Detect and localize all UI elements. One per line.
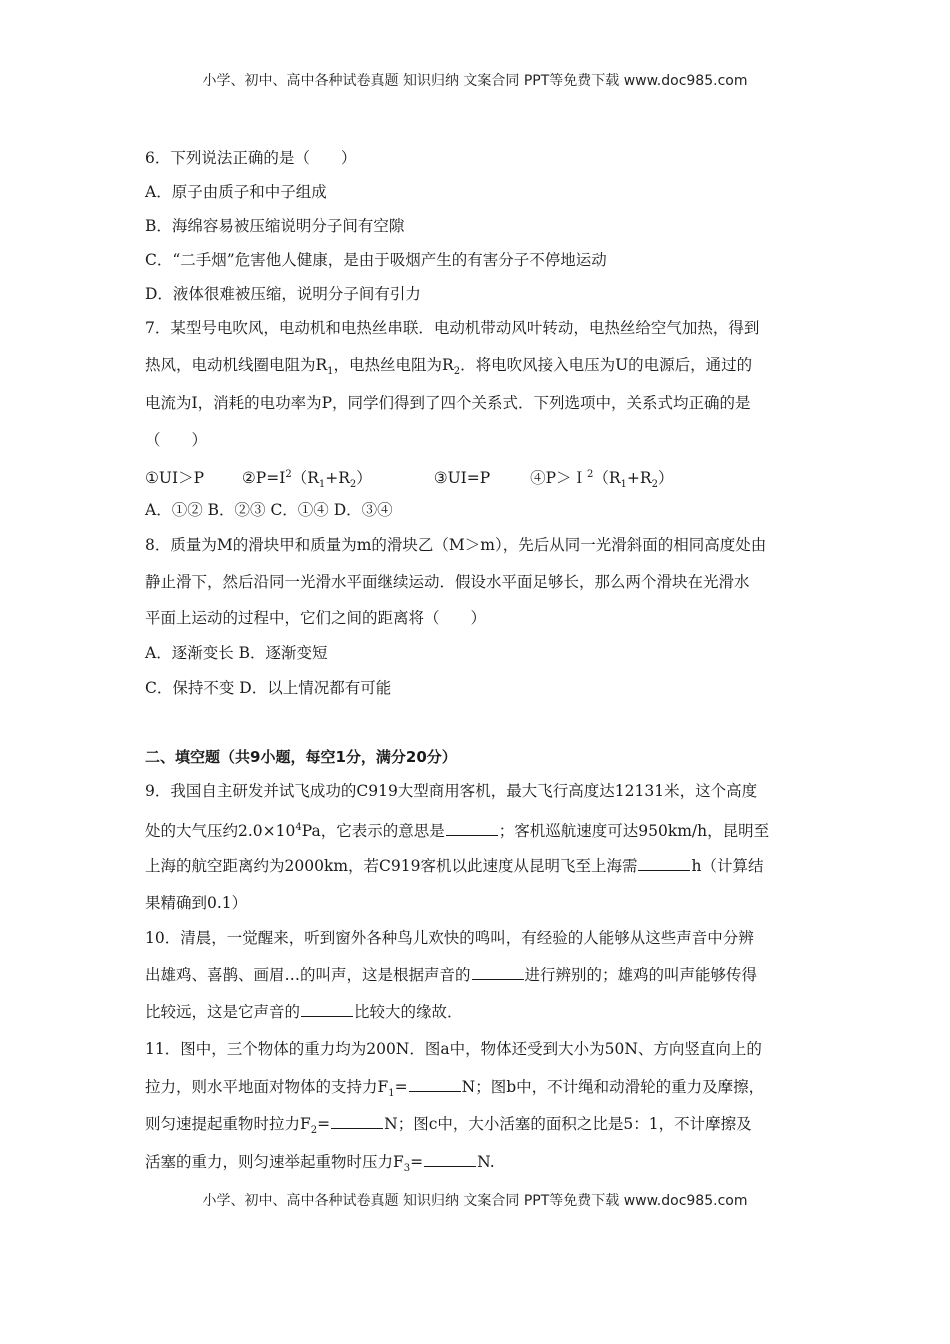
q6-stem: 6．下列说法正确的是（ ） bbox=[145, 149, 357, 167]
answer-blank[interactable] bbox=[424, 1152, 476, 1167]
q11-line-1: 11．图中，三个物体的重力均为200N．图a中，物体还受到大小为50N、方向竖直向上的 bbox=[145, 1040, 762, 1058]
answer-blank[interactable] bbox=[331, 1114, 383, 1129]
q8-options-cd: C．保持不变 D．以上情况都有可能 bbox=[145, 679, 392, 697]
q8-line-3: 平面上运动的过程中，它们之间的距离将（ ） bbox=[145, 609, 487, 627]
q10-line-3: 比较远，这是它声音的 比较大的缘故． bbox=[145, 1003, 463, 1021]
q9-line-4: 果精确到0.1） bbox=[145, 894, 248, 912]
q8-options-ab: A．逐渐变长 B．逐渐变短 bbox=[145, 644, 328, 662]
q7-line-1: 7．某型号电吹风，电动机和电热丝串联．电动机带动风叶转动，电热丝给空气加热，得到 bbox=[145, 319, 760, 337]
answer-blank[interactable] bbox=[472, 965, 524, 980]
formula-3: ③UI=P bbox=[433, 469, 491, 488]
q11-line-2: 拉力，则水平地面对物体的支持力$F_1= N$；图b中，不计绳和动滑轮的重力及摩擦， bbox=[145, 1078, 765, 1100]
q7-formulas bbox=[145, 465, 673, 495]
answer-blank[interactable] bbox=[638, 856, 690, 871]
q9-line-2: 处的大气压约$2.0\times 10^4Pa$，它表示的意思是 ；客机巡航速度可达950km/h，昆明至 bbox=[145, 822, 770, 841]
q7-line-4: （ ） bbox=[145, 431, 208, 449]
page-header: 小学、初中、高中各种试卷真题 知识归纳 文案合同 PPT等免费下载 www.doc985.com bbox=[202, 73, 748, 89]
q8-line-2: 静止滑下，然后沿同一光滑水平面继续运动．假设水平面足够长，那么两个滑块在光滑水 bbox=[145, 573, 750, 591]
q7-line-2: 热风，电动机线圈电阻为$R_1$，电热丝电阻为$R_2$．将电吹风接入电压为U的电源后，通过的 bbox=[145, 356, 753, 378]
q9-line-1: 9．我国自主研发并试飞成功的C919大型商用客机，最大飞行高度达12131米，这个高度 bbox=[145, 782, 758, 800]
q6-option-b: B．海绵容易被压缩说明分子间有空隙 bbox=[145, 217, 405, 235]
section-2-title: 二、填空题（共9小题，每空1分，满分20分） bbox=[145, 748, 457, 766]
q7-options: A．①② B．②③ C．①④ D．③④ bbox=[145, 501, 393, 519]
formula-4: $④P>I^2(R_1+R_2)$ bbox=[530, 469, 674, 491]
answer-blank[interactable] bbox=[301, 1002, 353, 1017]
q10-line-1: 10．清晨，一觉醒来，听到窗外各种鸟儿欢快的鸣叫，有经验的人能够从这些声音中分辨 bbox=[145, 929, 754, 947]
q9-line-3: 上海的航空距离约为2000km，若C919客机以此速度从昆明飞至上海需 h（计算结 bbox=[145, 857, 764, 875]
q11-line-4: 活塞的重力，则匀速举起重物时压力$F_3= N$. bbox=[145, 1153, 495, 1175]
page-footer: 小学、初中、高中各种试卷真题 知识归纳 文案合同 PPT等免费下载 www.doc985.com bbox=[202, 1193, 748, 1209]
q6-option-d: D．液体很难被压缩，说明分子间有引力 bbox=[145, 285, 421, 303]
q6-option-a: A．原子由质子和中子组成 bbox=[145, 183, 327, 201]
formula-2: $②P=I^2(R_1+R_2)$ bbox=[241, 469, 372, 491]
q10-line-2: 出雄鸡、喜鹊、画眉…的叫声，这是根据声音的 进行辨别的；雄鸡的叫声能够传得 bbox=[145, 966, 758, 984]
answer-blank[interactable] bbox=[446, 821, 498, 836]
answer-blank[interactable] bbox=[409, 1077, 461, 1092]
formula-1: ①UI＞P bbox=[145, 469, 205, 488]
q7-line-3: 电流为I，消耗的电功率为P，同学们得到了四个关系式．下列选项中，关系式均正确的是 bbox=[145, 394, 751, 412]
q6-option-c: C．“二手烟”危害他人健康，是由于吸烟产生的有害分子不停地运动 bbox=[145, 251, 607, 269]
q8-line-1: 8．质量为M的滑块甲和质量为m的滑块乙（M＞m），先后从同一光滑斜面的相同高度处由 bbox=[145, 536, 767, 554]
q11-line-3: 则匀速提起重物时拉力$F_2= N$；图c中，大小活塞的面积之比是5：1，不计摩擦及 bbox=[145, 1115, 752, 1137]
